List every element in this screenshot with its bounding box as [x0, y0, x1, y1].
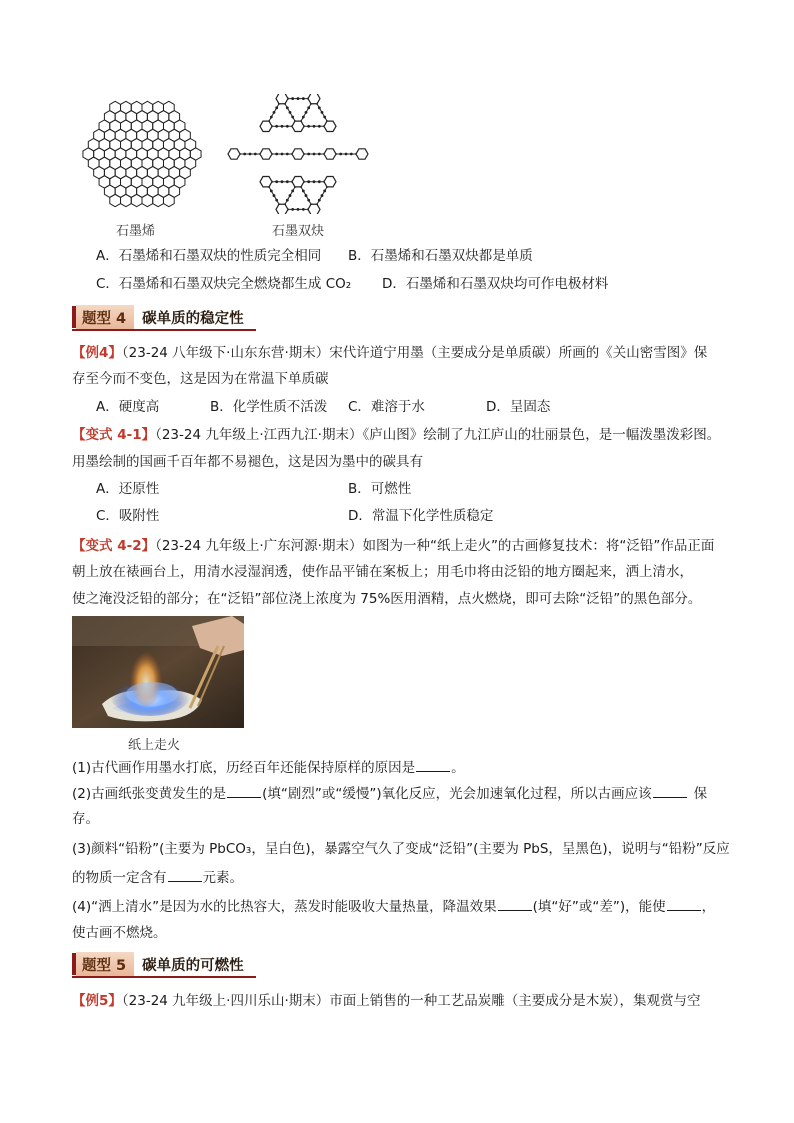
graphene-structure: [72, 94, 212, 214]
subquestion-2-mid: (填“剧烈”或“缓慢”)氧化反应，光会加速氧化过程，所以古画应该: [262, 786, 652, 802]
section-header-4: [72, 305, 244, 329]
graphdiyne-chain-atom: [273, 194, 276, 197]
graphdiyne-chain-atom: [307, 199, 310, 202]
variant-4-2-line-2: 朝上放在裱画台上，用清水浸湿润透，使作品平铺在案板上；用毛巾将由泛铅的地方圈起来，洒上清水，: [72, 564, 693, 580]
answer-blank-4b[interactable]: [667, 896, 701, 911]
subquestion-3-end: 元素。: [202, 870, 243, 886]
graphdiyne-chain-atom: [291, 208, 294, 211]
graphdiyne-chain-atom: [313, 180, 316, 183]
graphdiyne-ring: [260, 121, 272, 131]
graphdiyne-chain-atom: [275, 199, 278, 202]
graphdiyne-chain-atom: [273, 111, 276, 114]
graphdiyne-chain-atom: [281, 180, 284, 183]
section-title: 碳单质的可燃性: [142, 957, 244, 974]
variant-4-1-option-a: A．还原性: [96, 481, 160, 497]
graphdiyne-chain-atom: [307, 180, 310, 183]
variant-4-1-tag: 【变式 4-1】: [72, 427, 156, 443]
graphdiyne-chain-atom: [291, 97, 294, 100]
variant-4-1-option-b: B．可燃性: [348, 481, 412, 497]
graphdiyne-chain-atom: [289, 111, 292, 114]
variant-4-1-option-c: C．吸附性: [96, 508, 160, 524]
graphdiyne-ring: [324, 121, 336, 131]
graphdiyne-chain-atom: [318, 106, 321, 109]
example-4-line-1: [72, 343, 707, 363]
variant-4-1-text-1: （23-24 九年级上·江西九江·期末）《庐山图》绘制了九江庐山的壮丽景色，是一幅泼墨泼彩图。: [155, 427, 721, 443]
paper-fire-photo: [72, 616, 244, 728]
graphdiyne-chain-atom: [270, 116, 273, 119]
graphdiyne-chain-atom: [249, 153, 252, 156]
example-4-option-b: B．化学性质不活泼: [210, 399, 328, 415]
graphdiyne-ring: [324, 149, 336, 159]
graphdiyne-chain-atom: [323, 190, 326, 193]
graphdiyne-ring: [292, 121, 304, 131]
graphdiyne-ring: [276, 204, 288, 214]
graphdiyne-chain-atom: [302, 190, 305, 193]
graphdiyne-chain-atom: [307, 153, 310, 156]
example-4-option-a: A．硬度高: [96, 399, 160, 415]
graphdiyne-chain-atom: [286, 180, 289, 183]
graphdiyne-chain-atom: [297, 208, 300, 211]
section-header-5: [72, 952, 244, 976]
graphdiyne-chain-atom: [323, 116, 326, 119]
answer-blank-4a[interactable]: [498, 896, 532, 911]
graphdiyne-chain-atom: [307, 125, 310, 128]
subquestion-4: [72, 896, 715, 917]
variant-4-1-option-d: D．常温下化学性质稳定: [348, 508, 494, 524]
graphdiyne-ring: [292, 149, 304, 159]
subquestion-2: [72, 783, 707, 804]
graphdiyne-chain-atom: [302, 208, 305, 211]
variant-4-2-line-3: 使之淹没泛铅的部分；在“泛铅”部位浇上浓度为 75%医用酒精，点火燃烧，即可去除“泛铅”的黑色部分。: [72, 591, 702, 607]
graphdiyne-chain-atom: [345, 153, 348, 156]
graphdiyne-ring: [356, 149, 368, 159]
graphdiyne-chain-atom: [339, 153, 342, 156]
section-label: 题型 5: [76, 952, 134, 976]
molecular-structure-figure: [72, 94, 392, 214]
graphdiyne-chain-atom: [305, 194, 308, 197]
graphdiyne-ring: [260, 149, 272, 159]
graphdiyne-caption: 石墨双炔: [272, 224, 325, 239]
example-4-text-1: （23-24 八年级下·山东东营·期末）宋代许道宁用墨（主要成分是单质碳）所画的《关山密雪图》保: [121, 345, 708, 361]
variant-4-2-line-1: [72, 536, 714, 556]
graphdiyne-chain-atom: [254, 153, 257, 156]
graphdiyne-ring: [308, 204, 320, 214]
graphdiyne-ring: [260, 177, 272, 187]
graphdiyne-chain-atom: [313, 125, 316, 128]
answer-blank-2b[interactable]: [653, 783, 687, 798]
graphdiyne-chain-atom: [321, 111, 324, 114]
example-5-tag: 【例5】: [72, 993, 122, 1009]
graphdiyne-chain-atom: [291, 190, 294, 193]
subquestion-4-mid: (填“好”或“差”)，能使: [532, 899, 666, 915]
graphdiyne-chain-atom: [286, 106, 289, 109]
graphdiyne-chain-atom: [297, 97, 300, 100]
subquestion-2-tail: 保: [693, 786, 708, 802]
graphdiyne-chain-atom: [281, 125, 284, 128]
section-underline: [72, 976, 256, 978]
prev-option-a: A．石墨烯和石墨双炔的性质完全相同: [96, 248, 322, 264]
graphdiyne-chain-atom: [286, 199, 289, 202]
prev-option-b: B．石墨烯和石墨双炔都是单质: [348, 248, 533, 264]
graphdiyne-chain-atom: [289, 194, 292, 197]
variant-4-2-text-1: （23-24 九年级上·广东河源·期末）如图为一种“纸上走火”的古画修复技术：将“泛铅”作品正面: [155, 538, 715, 554]
graphdiyne-chain-atom: [275, 180, 278, 183]
graphdiyne-chain-atom: [318, 199, 321, 202]
graphdiyne-chain-atom: [281, 153, 284, 156]
graphdiyne-chain-atom: [275, 153, 278, 156]
graphdiyne-chain-atom: [318, 153, 321, 156]
graphdiyne-ring: [228, 149, 240, 159]
graphdiyne-chain-atom: [270, 190, 273, 193]
graphdiyne-ring: [308, 94, 320, 104]
graphdiyne-chain-atom: [275, 106, 278, 109]
answer-blank-2a[interactable]: [227, 783, 261, 798]
answer-blank-1[interactable]: [416, 757, 450, 772]
graphdiyne-chain-atom: [305, 111, 308, 114]
photo-caption: 纸上走火: [128, 738, 181, 753]
graphdiyne-chain-atom: [318, 125, 321, 128]
subquestion-3: (3)颜料“铅粉”(主要为 PbCO₃，呈白色)，暴露空气久了变成“泛铅”(主要为 PbS，呈黑色)，说明与“铅粉”反应: [72, 841, 730, 857]
example-4-option-d: D．呈固态: [486, 399, 551, 415]
example-4-line-2: 存至今而不变色，这是因为在常温下单质碳: [72, 371, 329, 387]
graphdiyne-chain-atom: [350, 153, 353, 156]
prev-option-c: C．石墨烯和石墨双炔完全燃烧都生成 CO₂: [96, 276, 352, 292]
graphdiyne-ring: [292, 177, 304, 187]
variant-4-1-line-2: 用墨绘制的国画千百年都不易褪色，这是因为墨中的碳具有: [72, 454, 423, 470]
answer-blank-3[interactable]: [168, 867, 202, 882]
section-underline: [72, 329, 256, 331]
section-title: 碳单质的稳定性: [142, 310, 244, 327]
graphene-caption: 石墨烯: [116, 224, 156, 239]
subquestion-2-cont: 存。: [72, 811, 99, 827]
section-label: 题型 4: [76, 305, 134, 329]
subquestion-1: [72, 757, 465, 778]
graphdiyne-chain-atom: [291, 116, 294, 119]
graphdiyne-chain-atom: [321, 194, 324, 197]
graphdiyne-chain-atom: [302, 97, 305, 100]
subquestion-4-text: (4)“洒上清水”是因为水的比热容大，蒸发时能吸收大量热量，降温效果: [72, 899, 497, 915]
graphdiyne-chain-atom: [275, 125, 278, 128]
graphdiyne-chain-atom: [286, 125, 289, 128]
subquestion-1-text: (1)古代画作用墨水打底，历经百年还能保持原样的原因是: [72, 760, 416, 776]
variant-4-1-line-1: [72, 425, 720, 445]
subquestion-1-end: 。: [451, 760, 465, 776]
graphdiyne-structure: [208, 94, 388, 214]
subquestion-4-cont: 使古画不燃烧。: [72, 925, 167, 941]
graphdiyne-chain-atom: [286, 153, 289, 156]
subquestion-3-text: 的物质一定含有: [72, 870, 167, 886]
graphdiyne-chain-atom: [313, 153, 316, 156]
graphdiyne-chain-atom: [307, 106, 310, 109]
subquestion-2-text: (2)古画纸张变黄发生的是: [72, 786, 227, 802]
prev-option-d: D．石墨烯和石墨双炔均可作电极材料: [382, 276, 609, 292]
example-5-text-1: （23-24 九年级上·四川乐山·期末）市面上销售的一种工艺品炭雕（主要成分是木炭），集观赏与空: [121, 993, 701, 1009]
variant-4-2-tag: 【变式 4-2】: [72, 538, 156, 554]
graphdiyne-ring: [324, 177, 336, 187]
subquestion-4-end: ，: [701, 899, 716, 915]
graphdiyne-chain-atom: [243, 153, 246, 156]
example-5-line-1: [72, 991, 701, 1011]
graphdiyne-ring: [276, 94, 288, 104]
example-4-tag: 【例4】: [72, 345, 122, 361]
graphdiyne-chain-atom: [302, 116, 305, 119]
graphene-hexagon: [190, 148, 201, 160]
subquestion-3-cont: [72, 867, 243, 888]
graphdiyne-chain-atom: [318, 180, 321, 183]
example-4-option-c: C．难溶于水: [348, 399, 425, 415]
